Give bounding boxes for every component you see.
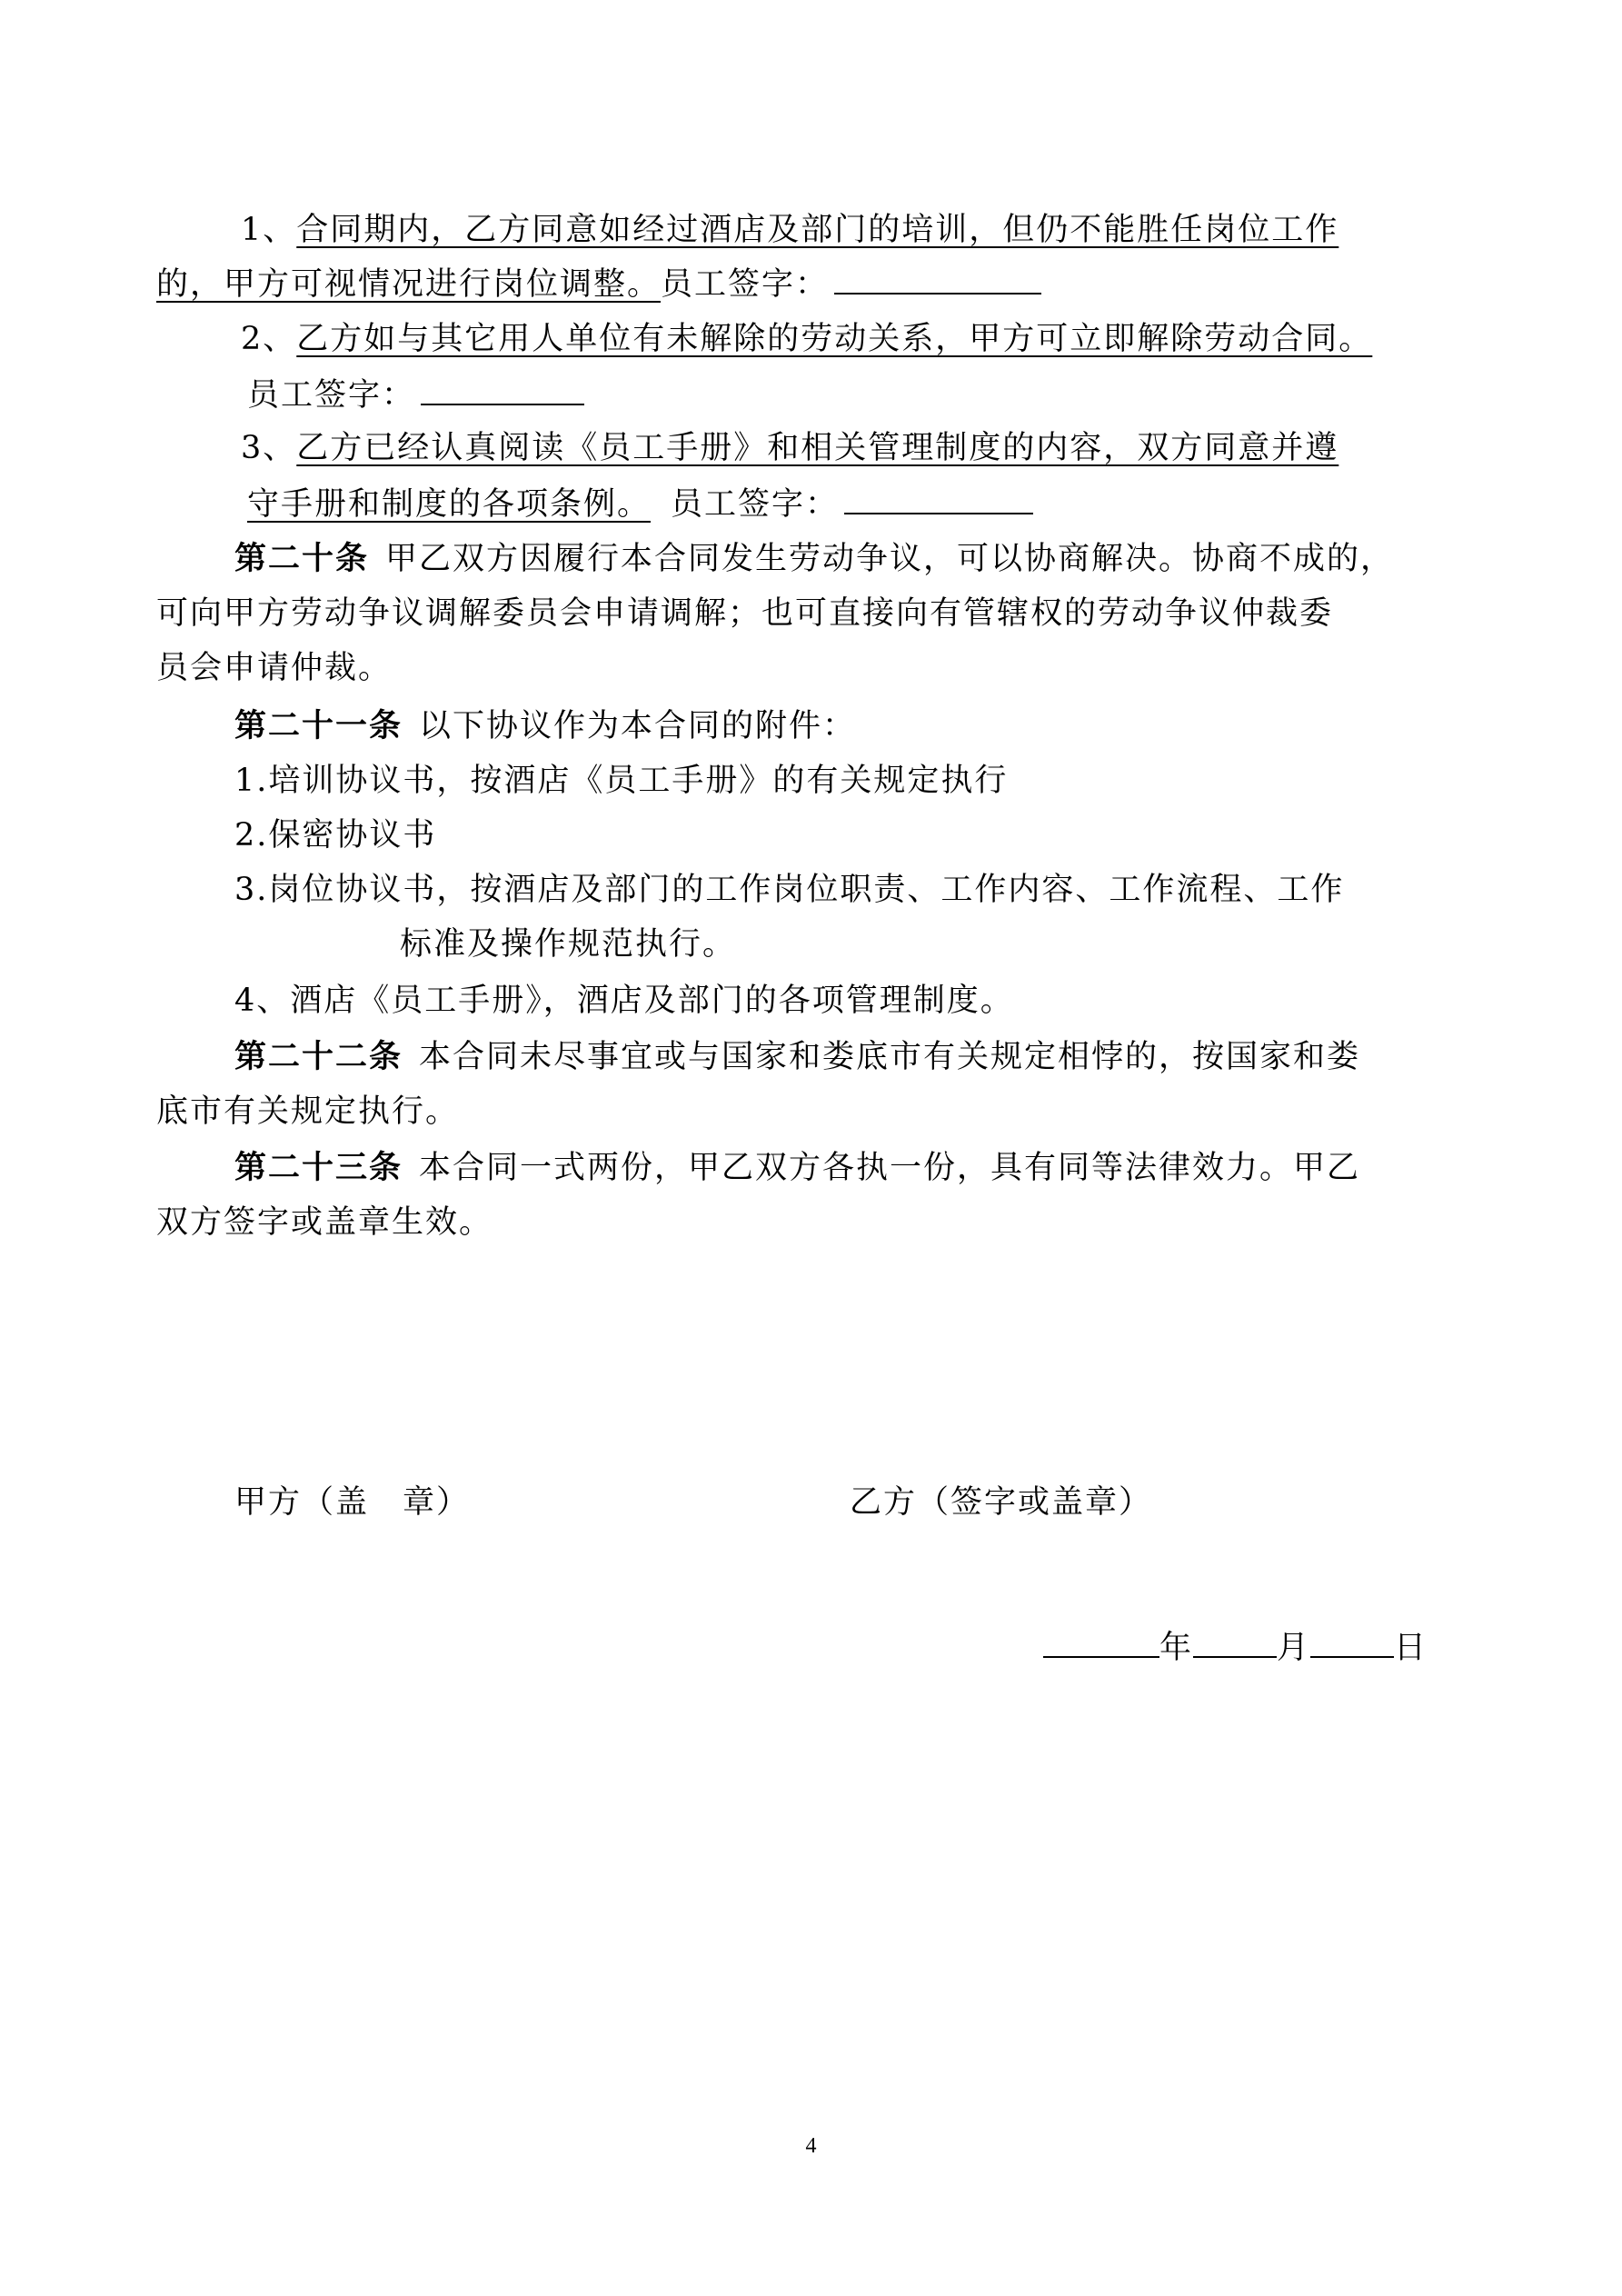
art23-text1: 本合同一式两份，甲乙双方各执一份，具有同等法律效力。甲乙: [419, 1150, 1361, 1186]
art22-line1: [234, 1036, 1360, 1078]
art21-item3-cont: [400, 923, 736, 965]
art21-heading: 第二十一条: [234, 707, 403, 744]
art23-heading: 第二十三条: [234, 1149, 403, 1186]
art20-line3: [156, 647, 392, 689]
art20-text3: 员会申请仲裁。: [156, 650, 393, 686]
art21-item3-cont-text: 标准及操作规范执行。: [400, 926, 737, 963]
item3-sign-blank[interactable]: [844, 482, 1033, 514]
art21-item2: [234, 814, 436, 856]
item1-num: 1、: [241, 212, 297, 248]
item2-text1: 乙方如与其它用人单位有未解除的劳动关系，甲方可立即解除劳动合同。: [296, 321, 1373, 357]
item2-line2: [247, 373, 584, 416]
art22-heading: 第二十二条: [234, 1038, 403, 1075]
party-a-label: 甲方（盖 章）: [234, 1484, 471, 1521]
item1-line1: [241, 209, 1338, 251]
art20-text1: 甲乙双方因履行本合同发生劳动争议，可以协商解决。协商不成的，: [385, 541, 1395, 577]
art21-item4: [234, 980, 1014, 1022]
art21-item1: [234, 760, 1008, 802]
art20-line1: [234, 538, 1394, 580]
party-b-label: 乙方（签字或盖章）: [850, 1484, 1153, 1521]
item1-line2: [156, 262, 1041, 305]
item2-sign-label: 员工签字：: [247, 377, 416, 414]
art22-line2: [156, 1091, 459, 1133]
art20-line2: [156, 593, 1333, 634]
item1-sign-label: 员工签字：: [661, 266, 830, 303]
art23-text2: 双方签字或盖章生效。: [156, 1204, 493, 1241]
art20-text2: 可向甲方劳动争议调解委员会申请调解；也可直接向有管辖权的劳动争议仲裁委: [156, 595, 1334, 632]
item1-text1: 合同期内，乙方同意如经过酒店及部门的培训，但仍不能胜任岗位工作: [296, 212, 1339, 248]
item3-line2: [247, 482, 1033, 525]
date-day-label: 日: [1394, 1630, 1428, 1666]
item3-num: 3、: [241, 430, 297, 466]
art21-line1: [234, 705, 856, 747]
item1-sign-blank[interactable]: [834, 262, 1041, 294]
art21-item1-text: 1.培训协议书，按酒店《员工手册》的有关规定执行: [234, 763, 1009, 799]
art22-text1: 本合同未尽事宜或与国家和娄底市有关规定相悖的，按国家和娄: [419, 1039, 1361, 1075]
item3-line1: [241, 427, 1338, 469]
item3-text2: 守手册和制度的各项条例。: [247, 486, 652, 523]
party-b-seal: [850, 1482, 1152, 1523]
art23-line1: [234, 1147, 1360, 1189]
art21-item2-text: 2.保密协议书: [234, 817, 437, 854]
art21-item3-text: 3.岗位协议书，按酒店及部门的工作岗位职责、工作内容、工作流程、工作: [234, 872, 1345, 908]
date-day-blank[interactable]: [1310, 1625, 1394, 1658]
date-year-label: 年: [1159, 1630, 1194, 1666]
page-number: 4: [805, 2134, 817, 2158]
item2-num: 2、: [241, 321, 297, 357]
date-month-blank[interactable]: [1193, 1625, 1277, 1658]
art23-line2: [156, 1202, 493, 1243]
date-line: [1043, 1625, 1428, 1669]
date-year-blank[interactable]: [1043, 1625, 1159, 1658]
party-a-seal: [234, 1482, 470, 1523]
art21-intro: 以下协议作为本合同的附件：: [419, 708, 857, 744]
item1-text2: 的，甲方可视情况进行岗位调整。: [156, 266, 662, 303]
item3-sign-label: 员工签字：: [671, 486, 840, 523]
art21-item4-text: 4、酒店《员工手册》，酒店及部门的各项管理制度。: [234, 983, 1014, 1019]
item2-line1: [241, 318, 1372, 360]
date-month-label: 月: [1277, 1630, 1311, 1666]
art21-item3: [234, 869, 1344, 911]
item2-sign-blank[interactable]: [421, 373, 584, 405]
art22-text2: 底市有关规定执行。: [156, 1093, 460, 1130]
item3-text1: 乙方已经认真阅读《员工手册》和相关管理制度的内容，双方同意并遵: [296, 430, 1339, 466]
art20-heading: 第二十条: [234, 540, 370, 577]
